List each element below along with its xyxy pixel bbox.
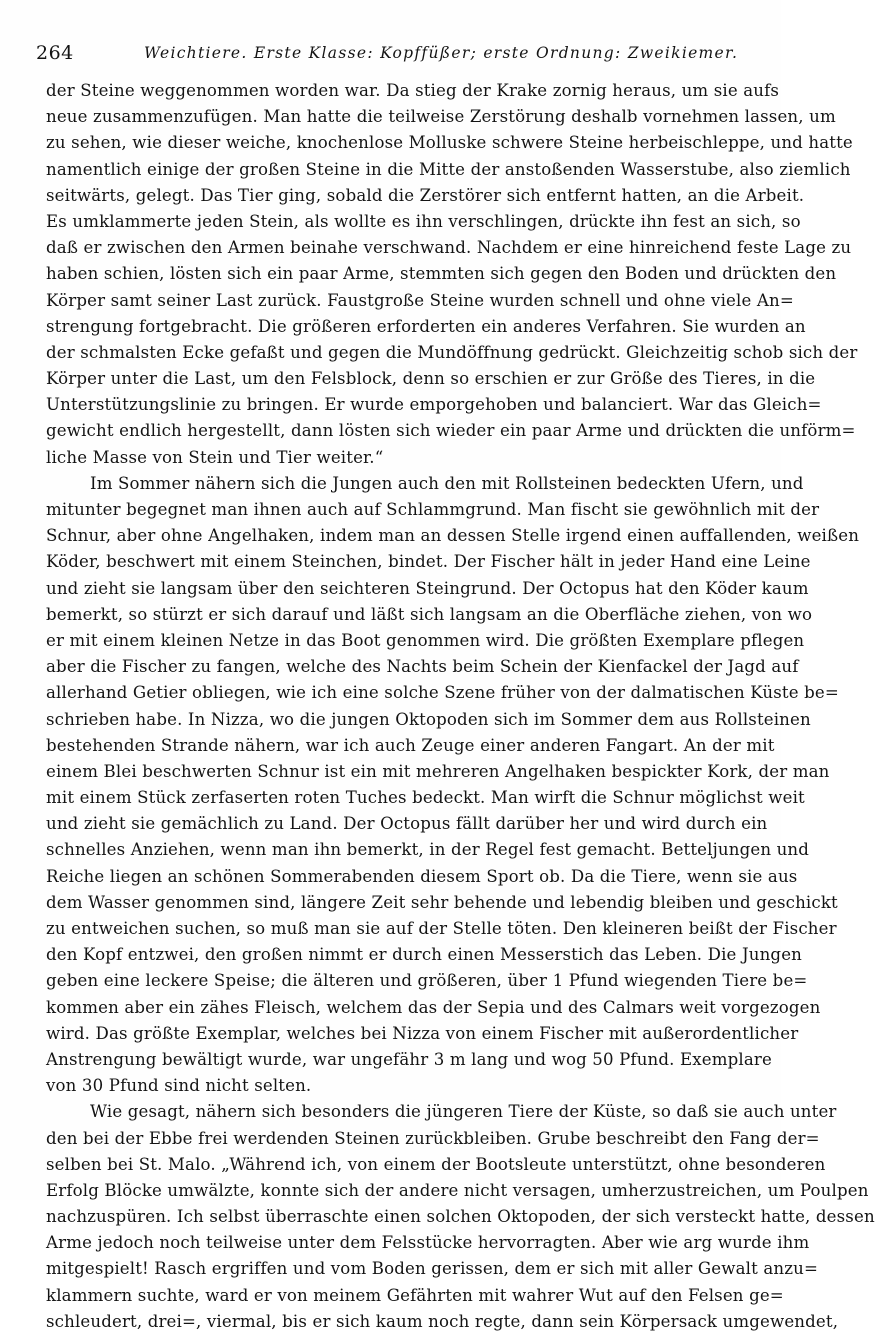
text-line: haben schien, lösten sich ein paar Arme, stemmten sich gegen den Boden und drückten den [46,264,837,284]
text-line: mitgespielt! Rasch ergriffen und vom Boden gerissen, dem er sich mit aller Gewalt anzu= [46,1259,819,1279]
text-line: Wie gesagt, nähern sich besonders die jüngeren Tiere der Küste, so daß sie auch unter [90,1102,837,1122]
text-line: zu entweichen suchen, so muß man sie auf der Stelle töten. Den kleineren beißt der Fischer [46,919,837,938]
text-line: dem Wasser genommen sind, längere Zeit sehr behende und lebendig bleiben und geschickt [46,892,838,912]
text-line: Schnur, aber ohne Angelhaken, indem man an dessen Stelle irgend einen auffallenden, weißen [46,526,860,546]
text-line: und zieht sie gemächlich zu Land. Der Octopus fällt darüber her und wird durch ein [46,814,768,834]
body-text [46,78,875,1335]
text-line: kommen aber ein zähes Fleisch, welchem das der Sepia und des Calmars weit vorgezogen [46,997,821,1017]
text-line: der schmalsten Ecke gefaßt und gegen die Mundöffnung gedrückt. Gleichzeitig schob sich der [46,342,858,362]
text-line: zu sehen, wie dieser weiche, knochenlose Molluske schwere Steine herbeischleppe, und hatte [46,133,853,153]
text-line: schnelles Anziehen, wenn man ihn bemerkt, in der Regel fest gemacht. Betteljungen und [46,840,810,860]
text-line: allerhand Getier obliegen, wie ich eine solche Szene früher von der dalmatischen Küste be= [46,683,839,703]
text-line: bemerkt, so stürzt er sich darauf und läßt sich langsam an die Oberfläche ziehen, von wo [46,604,813,624]
text-line: wird. Das größte Exemplar, welches bei Nizza von einem Fischer mit außerordentlicher [46,1023,799,1043]
text-line: Körper samt seiner Last zurück. Faustgroße Steine wurden schnell und ohne viele An= [46,290,794,310]
page-number: 264 [36,42,74,64]
text-line: den Kopf entzwei, den großen nimmt er durch einen Messerstich das Leben. Die Jungen [46,945,802,965]
text-line: den bei der Ebbe frei werdenden Steinen zurückbleiben. Grube beschreibt den Fang der= [46,1128,820,1148]
text-line: daß er zwischen den Armen beinahe verschwand. Nachdem er eine hinreichend feste Lage zu [46,238,852,258]
text-line: liche Masse von Stein und Tier weiter.“ [46,447,384,467]
text-line: der Steine weggenommen worden war. Da stieg der Krake zornig heraus, um sie aufs [46,81,780,100]
text-line: bestehenden Strande nähern, war ich auch Zeuge einer anderen Fangart. An der mit [46,735,775,755]
text-line: strengung fortgebracht. Die größeren erforderten ein anderes Verfahren. Sie wurden an [46,316,806,336]
text-line: aber die Fischer zu fangen, welche des Nachts beim Schein der Kienfackel der Jagd auf [46,657,799,677]
text-line: Körper unter die Last, um den Felsblock, denn so erschien er zur Größe des Tieres, in die [46,369,816,389]
text-line: mit einem Stück zerfaserten roten Tuches bedeckt. Man wirft die Schnur möglichst weit [46,788,805,808]
text-line: und zieht sie langsam über den seichteren Steingrund. Der Octopus hat den Köder kaum [46,578,809,598]
text-line: Es umklammerte jeden Stein, als wollte es ihn verschlingen, drückte ihn fest an sich, so [46,211,801,231]
text-line: geben eine leckere Speise; die älteren und größeren, über 1 Pfund wiegenden Tiere be= [46,971,808,991]
text-line: klammern suchte, ward er von meinem Gefährten mit wahrer Wut auf den Felsen ge= [46,1285,784,1305]
text-line: Arme jedoch noch teilweise unter dem Felsstücke hervorragten. Aber wie arg wurde ihm [46,1233,810,1253]
text-line: seitwärts, gelegt. Das Tier ging, sobald die Zerstörer sich entfernt hatten, an die Arbeit. [46,185,805,205]
text-line: Im Sommer nähern sich die Jungen auch den mit Rollsteinen bedeckten Ufern, und [90,473,804,493]
text-line: von 30 Pfund sind nicht selten. [46,1076,312,1096]
running-head: Weichtiere. Erste Klasse: Kopffüßer; erste Ordnung: Zweikiemer. [144,44,739,62]
text-line: Anstrengung bewältigt wurde, war ungefähr 3 m lang und wog 50 Pfund. Exemplare [46,1049,772,1069]
text-line: selben bei St. Malo. „Während ich, von einem der Bootsleute unterstützt, ohne besonderen [46,1154,826,1174]
text-line: nachzuspüren. Ich selbst überraschte einen solchen Oktopoden, der sich versteckt hatte, dessen [46,1207,875,1227]
text-line: schrieben habe. In Nizza, wo die jungen Oktopoden sich im Sommer dem aus Rollsteinen [46,709,811,729]
text-line: neue zusammenzufügen. Man hatte die teilweise Zerstörung deshalb vornehmen lassen, um [46,107,836,127]
text-line: Erfolg Blöcke umwälzte, konnte sich der andere nicht versagen, umherzustreichen, um Poulpen [46,1180,869,1200]
text-line: Unterstützungslinie zu bringen. Er wurde emporgehoben und balanciert. War das Gleich= [46,395,822,415]
text-line: namentlich einige der großen Steine in die Mitte der anstoßenden Wasserstube, also ziemlich [46,159,851,179]
text-line: mitunter begegnet man ihnen auch auf Schlammgrund. Man fischt sie gewöhnlich mit der [46,500,820,519]
text-line: gewicht endlich hergestellt, dann lösten sich wieder ein paar Arme und drückten die unförm= [46,421,856,441]
page-header [36,42,745,68]
text-line: schleudert, drei=, viermal, bis er sich kaum noch regte, dann sein Körpersack umgewendet, [46,1311,839,1331]
text-line: einem Blei beschwerten Schnur ist ein mit mehreren Angelhaken bespickter Kork, der man [46,761,830,781]
text-line: Köder, beschwert mit einem Steinchen, bindet. Der Fischer hält in jeder Hand eine Leine [46,552,811,572]
text-line: Reiche liegen an schönen Sommerabenden diesem Sport ob. Da die Tiere, wenn sie aus [46,866,798,886]
text-line: er mit einem kleinen Netze in das Boot genommen wird. Die größten Exemplare pflegen [46,630,805,650]
